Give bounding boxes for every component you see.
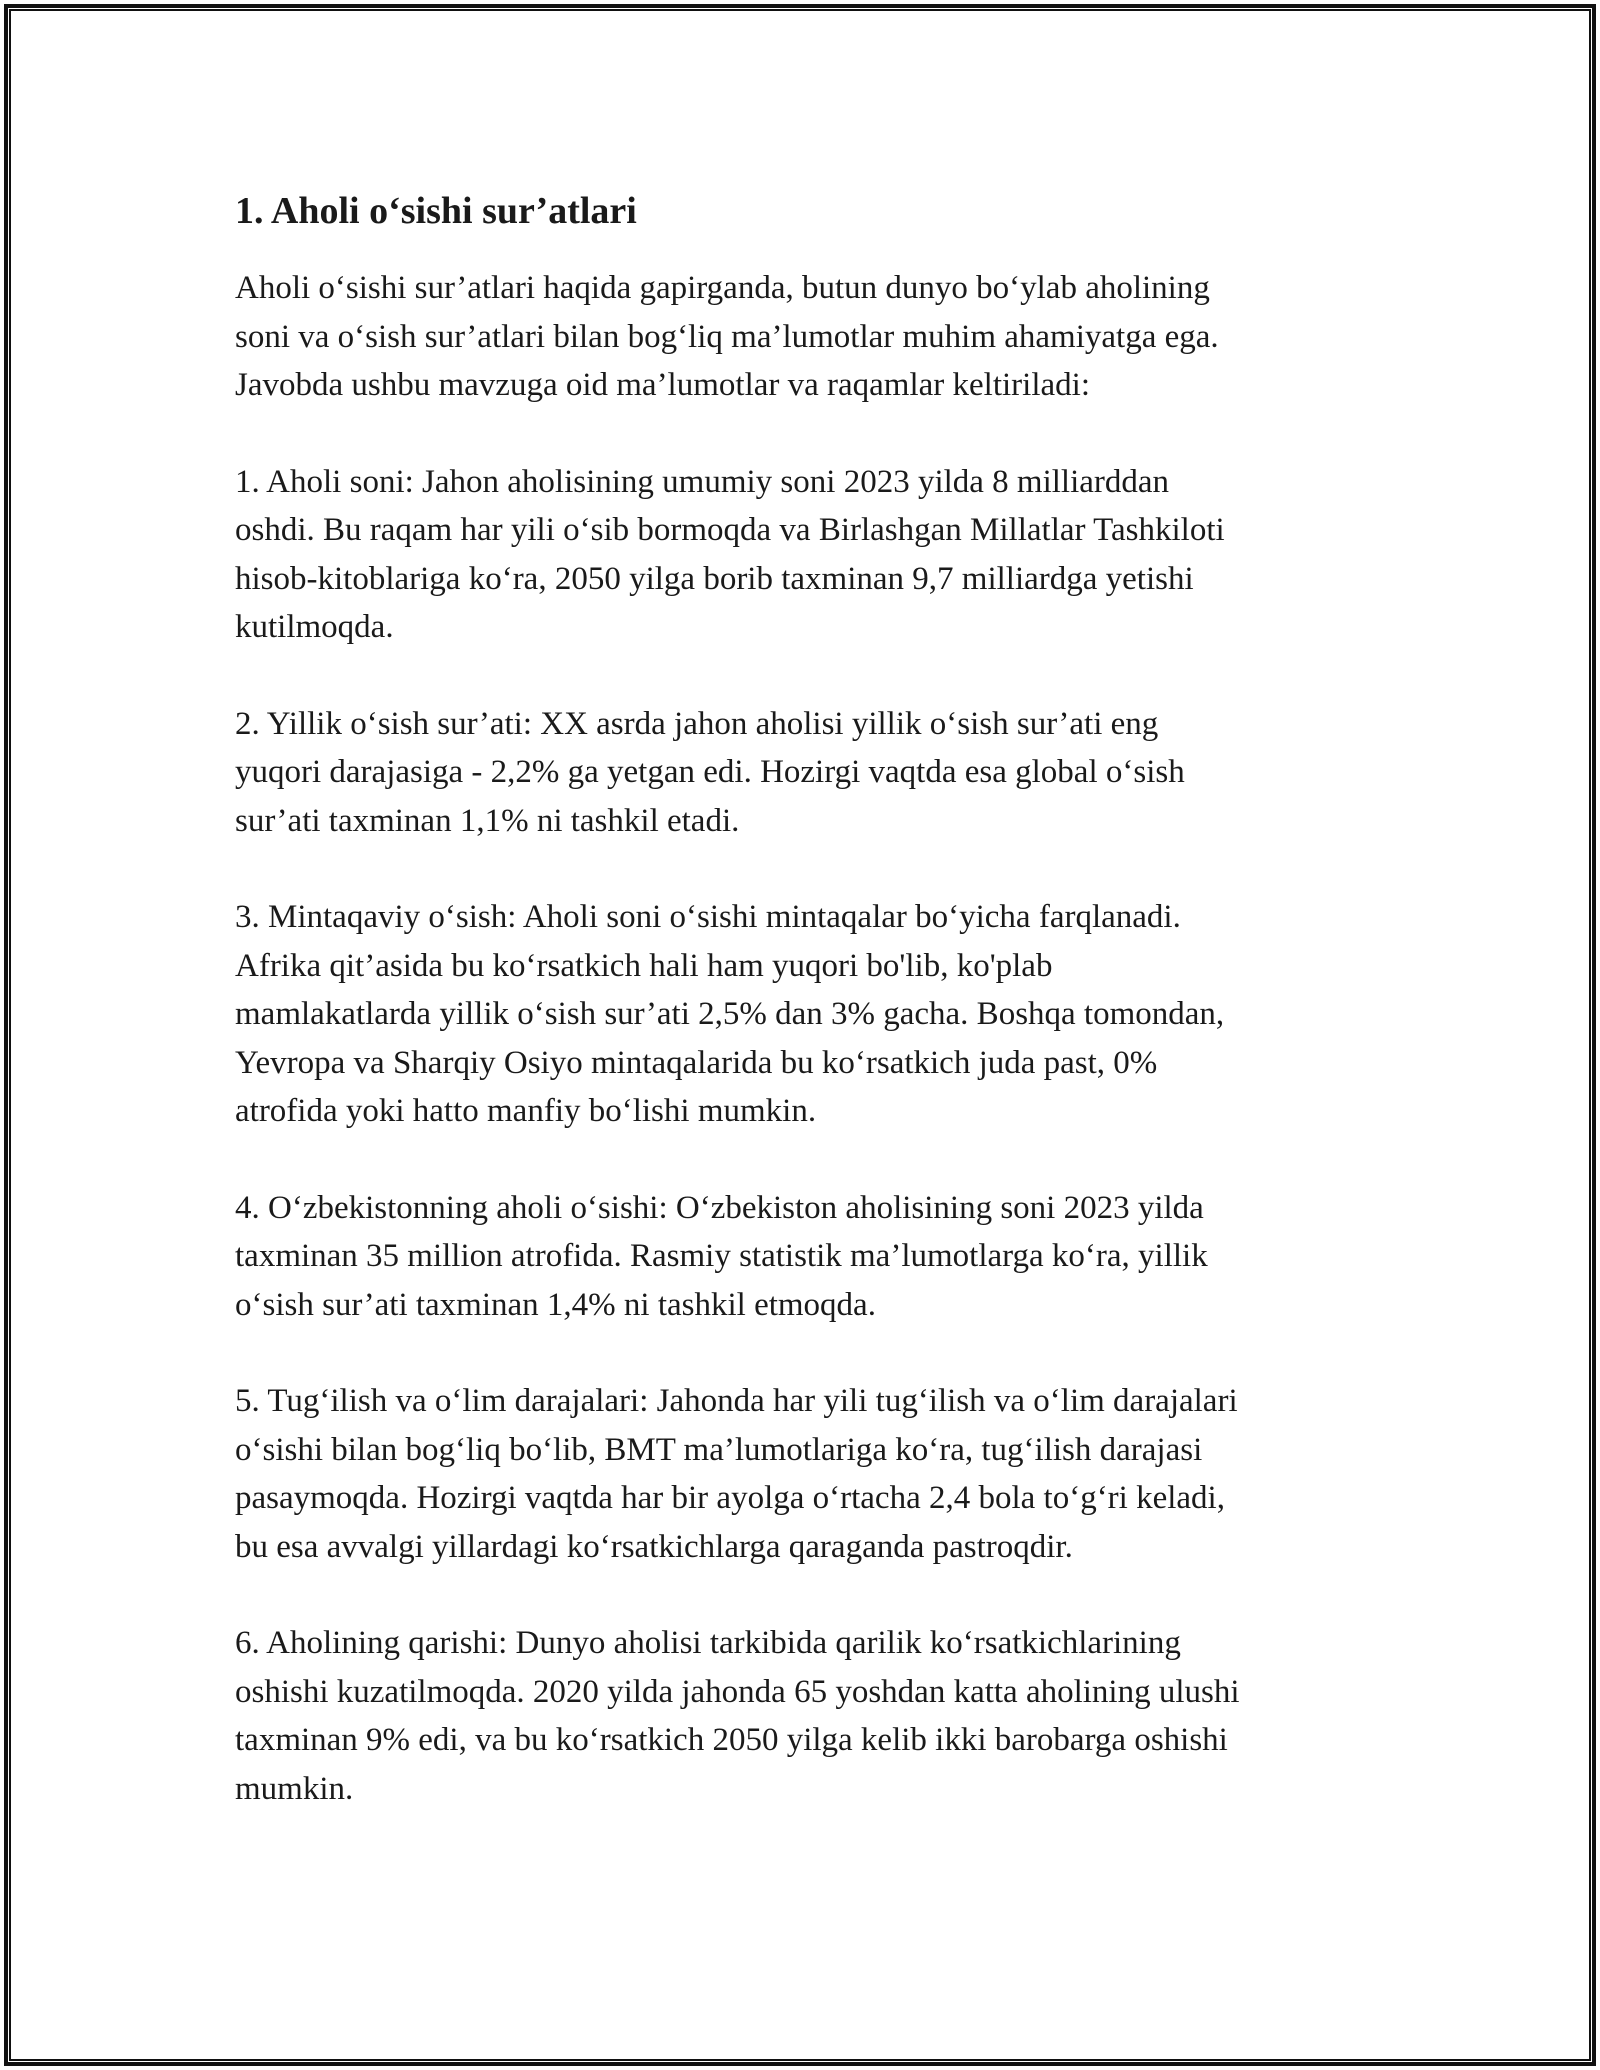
paragraph-annual-growth: 2. Yillik o‘sish sur’ati: XX asrda jahon aholisi yillik o‘sish sur’ati eng yuqori darajasiga - 2,2% ga yetgan edi. Hozirgi vaqtda esa global o‘sish sur’ati taxminan 1,1% ni tashkil etadi. — [235, 705, 1185, 839]
section-title: 1. Aholi o‘sishi sur’atlari — [235, 190, 637, 232]
paragraph-population-count: 1. Aholi soni: Jahon aholisining umumiy soni 2023 yilda 8 milliarddan oshdi. Bu raqam har yili o‘sib bormoqda va Birlashgan Millatlar Tashkiloti hisob-kitoblariga ko‘ra, 2050 yilga borib taxminan 9,7 milliardga yetishi kutilmoqda. — [235, 463, 1225, 645]
paragraph-regional-growth: 3. Mintaqaviy o‘sish: Aholi soni o‘sishi mintaqalar bo‘yicha farqlanadi. Afrika qit’asida bu ko‘rsatkich hali ham yuqori bo'lib, ko'plab mamlakatlarda yillik o‘sish sur’ati 2,5% dan 3% gacha. Boshqa tomondan, Yevropa va Sharqiy Osiyo mintaqalarida bu ko‘rsatkich juda past, 0% atrofida yoki hatto manfiy bo‘lishi mumkin. — [235, 899, 1225, 1129]
document-body — [235, 186, 1385, 1861]
paragraph-birth-death-rates: 5. Tug‘ilish va o‘lim darajalari: Jahonda har yili tug‘ilish va o‘lim darajalari o‘sishi bilan bog‘liq bo‘lib, BMT ma’lumotlariga ko‘ra, tug‘ilish darajasi pasaymoqda. Hozirgi vaqtda har bir ayolga o‘rtacha 2,4 bola to‘g‘ri keladi, bu esa avvalgi yillardagi ko‘rsatkichlarga qaraganda pastroqdir. — [235, 1383, 1238, 1565]
paragraph-uzbekistan-growth: 4. O‘zbekistonning aholi o‘sishi: O‘zbekiston aholisining soni 2023 yilda taxminan 35 million atrofida. Rasmiy statistik ma’lumotlarga ko‘ra, yillik o‘sish sur’ati taxminan 1,4% ni tashkil etmoqda. — [235, 1189, 1208, 1323]
paragraph-population-ageing: 6. Aholining qarishi: Dunyo aholisi tarkibida qarilik ko‘rsatkichlarining oshishi kuzatilmoqda. 2020 yilda jahonda 65 yoshdan katta aholining ulushi taxminan 9% edi, va bu ko‘rsatkich 2050 yilga kelib ikki barobarga oshishi mumkin. — [235, 1625, 1240, 1807]
intro-paragraph: Aholi o‘sishi sur’atlari haqida gapirganda, butun dunyo bo‘ylab aholining soni va o‘sish sur’atlari bilan bog‘liq ma’lumotlar muhim ahamiyatga ega. Javobda ushbu mavzuga oid ma’lumotlar va raqamlar keltiriladi: — [235, 270, 1219, 403]
